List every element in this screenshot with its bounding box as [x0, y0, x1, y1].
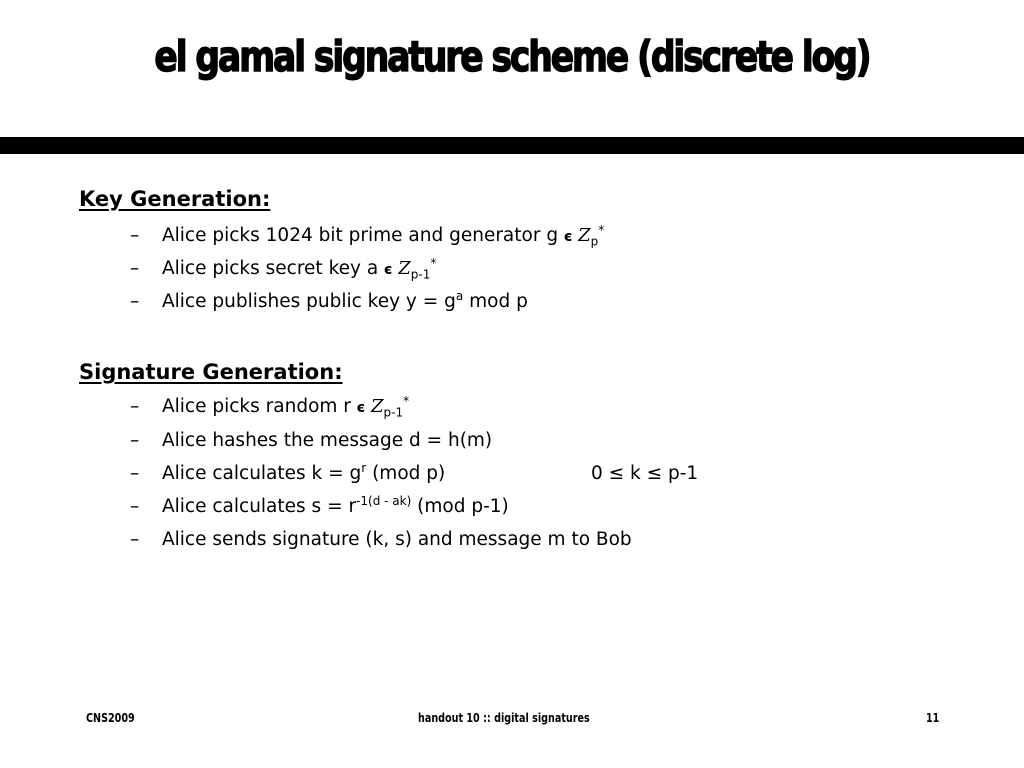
- slide-title: el gamal signature scheme (discrete log): [154, 32, 870, 81]
- bullet-text: Alice picks random r: [162, 396, 357, 417]
- superscript: *: [430, 255, 437, 270]
- bullet-dash: –: [130, 225, 140, 246]
- bullet-text-after: (mod p-1): [411, 496, 509, 517]
- bullet-key-gen-3: [130, 288, 528, 312]
- bullet-text-after: mod p: [463, 291, 528, 312]
- bullet-sig-gen-1: [130, 393, 410, 420]
- superscript: a: [455, 288, 464, 303]
- key-generation-heading: Key Generation:: [79, 187, 271, 211]
- bullet-key-gen-1: [130, 222, 605, 249]
- footer-course: CNS2009: [86, 711, 135, 725]
- bullet-text: Alice sends signature (k, s) and message m to Bob: [162, 529, 632, 550]
- bullet-text: Alice calculates s = r: [162, 496, 357, 517]
- signature-generation-heading: Signature Generation:: [79, 360, 343, 384]
- superscript: *: [598, 222, 605, 237]
- subscript: p-1: [410, 267, 431, 282]
- bullet-text: Alice calculates k = g: [162, 463, 362, 484]
- subscript: p: [590, 234, 599, 249]
- bullet-dash: –: [130, 291, 140, 312]
- bullet-dash: –: [130, 396, 140, 417]
- bullet-sig-gen-2: [130, 432, 492, 451]
- bullet-sig-gen-5: [130, 531, 632, 550]
- footer-handout: handout 10 :: digital signatures: [418, 711, 590, 725]
- k-range-constraint: 0 ≤ k ≤ p-1: [591, 463, 699, 484]
- bullet-dash: –: [130, 258, 140, 279]
- bullet-dash: –: [130, 430, 140, 451]
- subscript: p-1: [383, 405, 404, 420]
- z-symbol: Z: [370, 396, 384, 417]
- bullet-text: Alice hashes the message d = h(m): [162, 430, 493, 451]
- bullet-dash: –: [130, 496, 140, 517]
- superscript: *: [403, 393, 410, 408]
- bullet-text: Alice picks 1024 bit prime and generator g: [162, 225, 564, 246]
- element-of-symbol: є: [384, 262, 393, 278]
- bullet-key-gen-2: [130, 255, 437, 282]
- footer-page-number: 11: [926, 711, 940, 725]
- bullet-text: Alice publishes public key y = g: [162, 291, 456, 312]
- bullet-text-after: (mod p): [366, 463, 446, 484]
- superscript: -1(d - ak): [356, 493, 412, 508]
- element-of-symbol: є: [356, 400, 366, 416]
- bullet-sig-gen-4: [130, 493, 509, 517]
- superscript: r: [361, 460, 367, 475]
- z-symbol: Z: [578, 225, 591, 246]
- bullet-text: Alice picks secret key a: [162, 258, 385, 279]
- element-of-symbol: є: [563, 229, 573, 245]
- z-symbol: Z: [398, 258, 411, 279]
- bullet-sig-gen-3: [130, 460, 446, 484]
- bullet-dash: –: [130, 463, 140, 484]
- bullet-dash: –: [130, 529, 140, 550]
